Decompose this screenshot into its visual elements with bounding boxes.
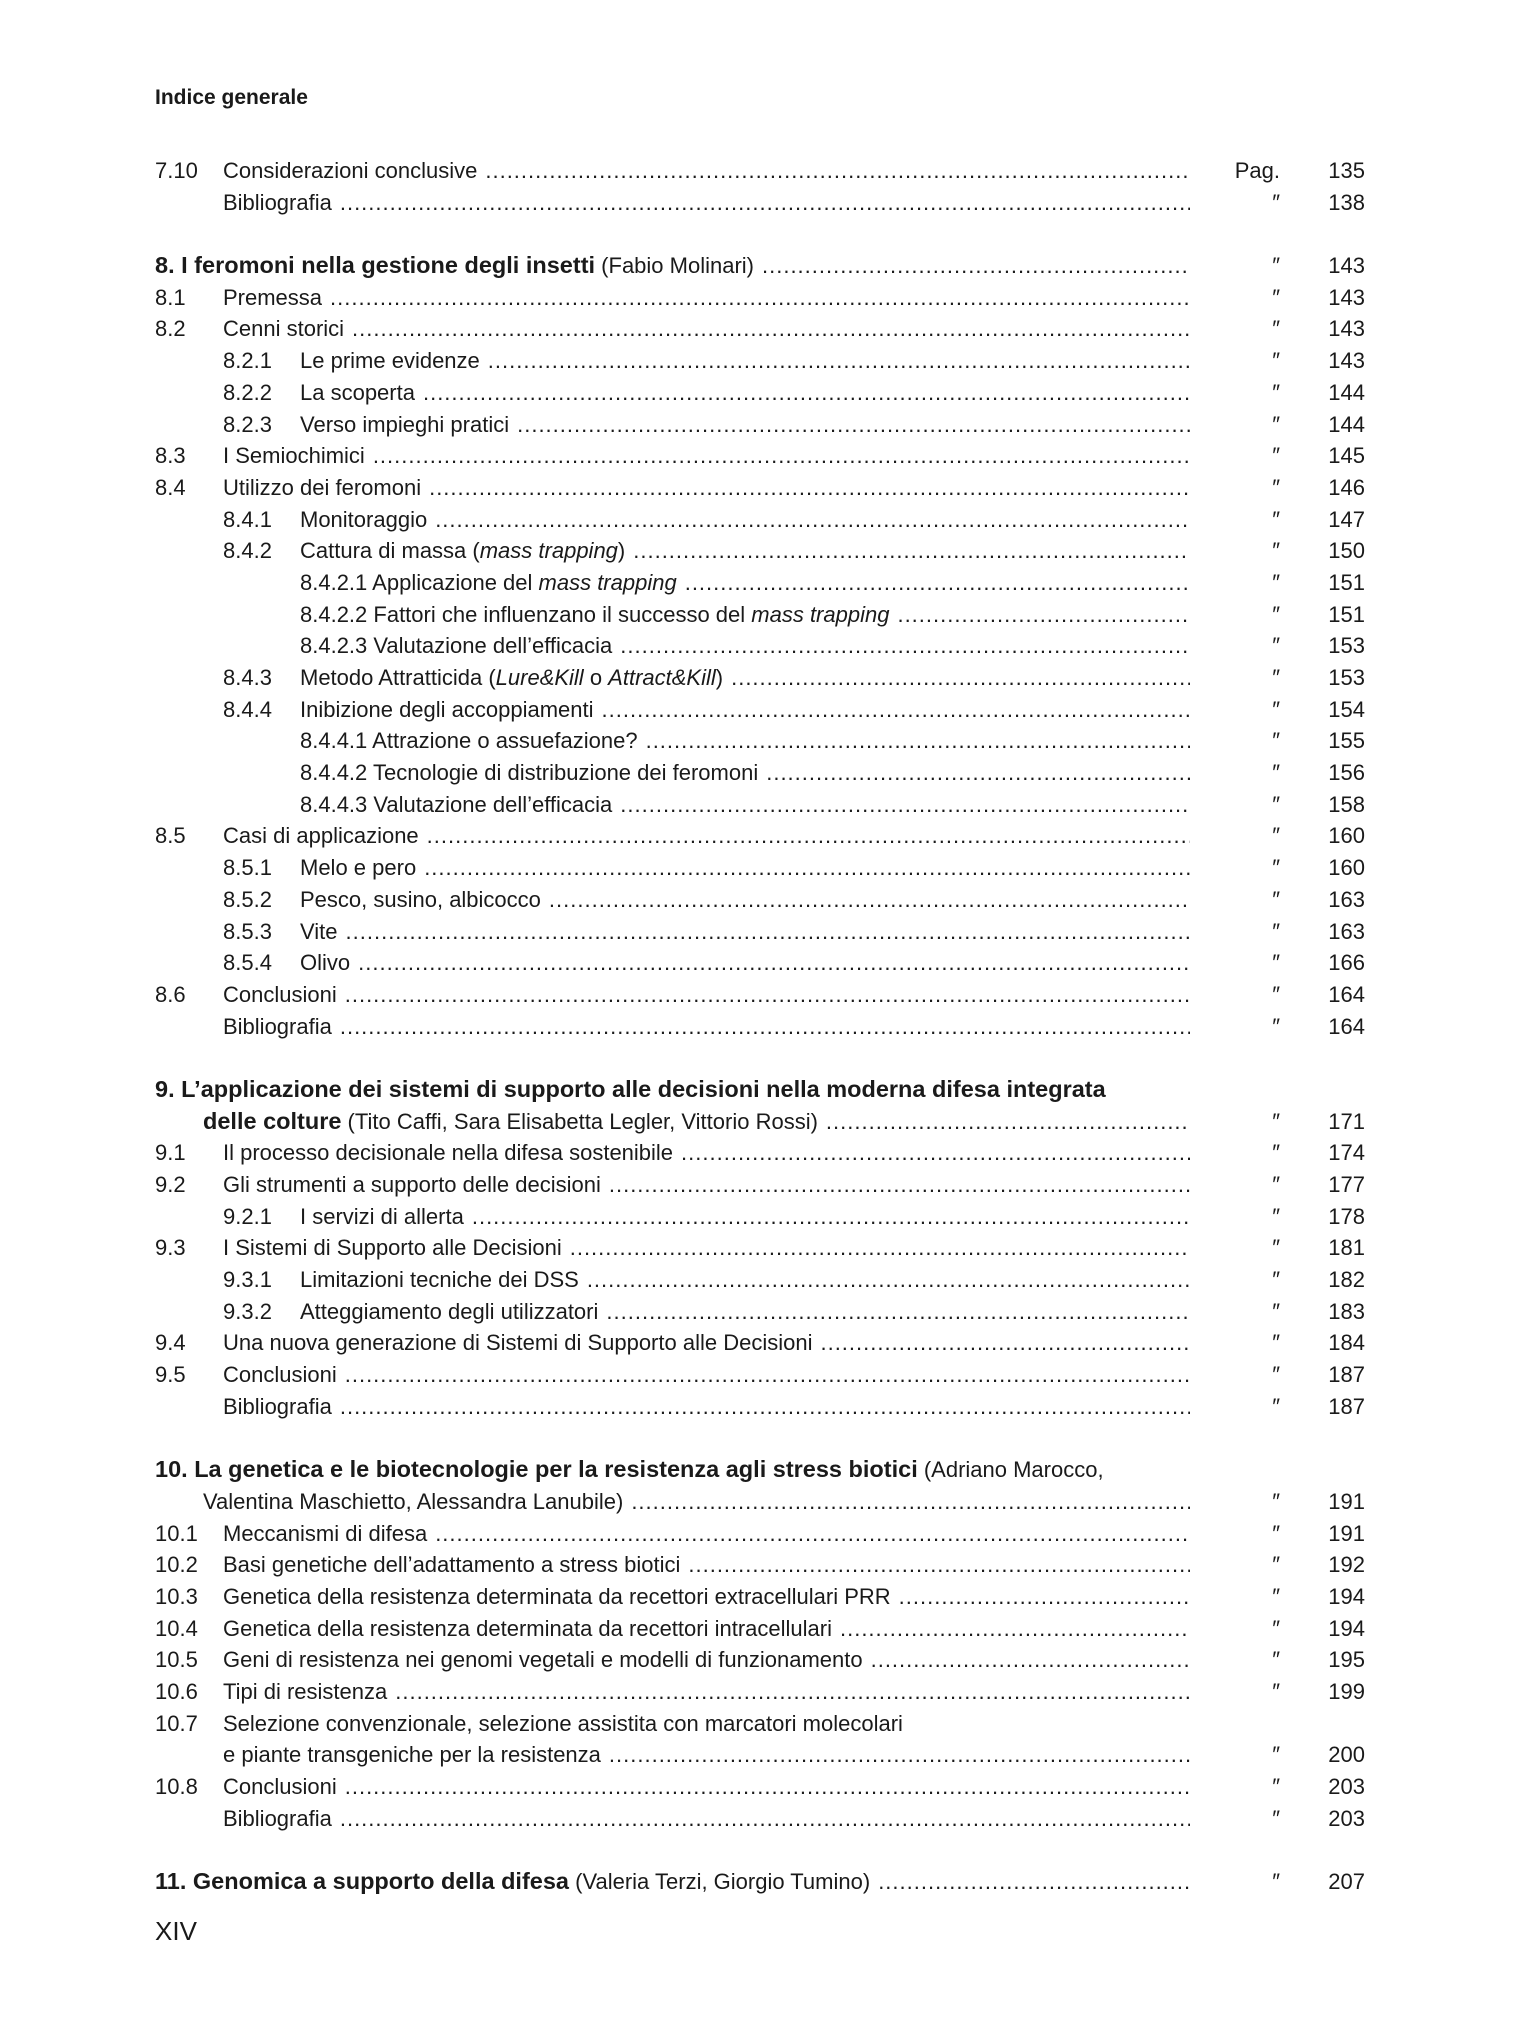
page-prefix: ″	[1272, 1774, 1280, 1800]
toc-entry-number: 8.2.2	[223, 379, 272, 405]
toc-entry-title: Le prime evidenze	[300, 348, 480, 374]
toc-entry-number: 8.5.3	[223, 918, 272, 944]
page-prefix: Pag.	[1234, 158, 1280, 183]
dot-leader	[840, 1613, 1190, 1645]
toc-entry-title: Vite	[300, 918, 338, 944]
toc-entry-number: 8.6	[155, 981, 186, 1007]
toc-entry-number: 8.2.3	[223, 411, 272, 437]
toc-entry	[155, 852, 1365, 884]
chapter-title: 9. L’applicazione dei sistemi di supporto alle decisioni nella moderna difesa integrata	[155, 1075, 1106, 1102]
page-prefix: ″	[1272, 1552, 1280, 1578]
toc-entry-page: 171	[1328, 1108, 1365, 1134]
toc-entry-page: 191	[1328, 1488, 1365, 1514]
toc-entry-page: 164	[1328, 981, 1365, 1007]
toc-entry-title: I servizi di allerta	[300, 1203, 464, 1229]
page-prefix: ″	[1272, 886, 1280, 912]
toc-entry	[155, 1486, 1365, 1518]
toc-entry-page: 174	[1328, 1140, 1365, 1166]
toc-entry-number: 9.3	[155, 1235, 186, 1261]
toc-entry-number: 8.4.1	[223, 506, 272, 532]
page-prefix: ″	[1272, 1869, 1280, 1895]
page-prefix: ″	[1272, 823, 1280, 849]
toc-entry	[155, 1549, 1365, 1581]
dot-leader	[762, 250, 1190, 282]
toc-entry	[155, 662, 1365, 694]
toc-entry	[155, 884, 1365, 916]
page-prefix: ″	[1272, 918, 1280, 944]
page-prefix: ″	[1272, 1172, 1280, 1197]
toc-entry-title: I Semiochimici	[223, 443, 365, 469]
dot-leader	[345, 1359, 1190, 1391]
page-prefix: ″	[1272, 601, 1280, 627]
toc-entry-title: Considerazioni conclusive	[223, 158, 478, 183]
toc-entry-number: 8.5	[155, 823, 186, 849]
dot-leader	[345, 979, 1190, 1011]
toc-entry-page: 163	[1328, 886, 1365, 912]
page-prefix: ″	[1272, 538, 1280, 564]
toc-entry	[155, 440, 1365, 472]
page-prefix: ″	[1272, 348, 1280, 374]
toc-entry-title: 8. I feromoni nella gestione degli insetti (Fabio Molinari)	[155, 252, 754, 279]
toc-entry	[155, 979, 1365, 1011]
toc-entry	[155, 1201, 1365, 1233]
toc-entry-title	[155, 1074, 1106, 1106]
dot-leader	[485, 155, 1190, 187]
toc-entry	[155, 1137, 1365, 1169]
toc-entry	[155, 947, 1365, 979]
toc-entry-title: Utilizzo dei feromoni	[223, 474, 422, 500]
toc-entry-title: Bibliografia	[223, 1013, 332, 1039]
toc-entry-page: 144	[1328, 379, 1365, 405]
toc-entry-title: Genetica della resistenza determinata da recettori extracellulari PRR	[223, 1583, 891, 1609]
toc-entry-page: 166	[1328, 950, 1365, 976]
page-prefix: ″	[1272, 728, 1280, 754]
dot-leader	[358, 947, 1190, 979]
page-prefix: ″	[1272, 1108, 1280, 1134]
toc-entry-page: 155	[1328, 728, 1365, 754]
toc-entry	[155, 757, 1365, 789]
page-prefix: ″	[1272, 1679, 1280, 1704]
dot-leader	[330, 282, 1190, 314]
toc-entry-title: Limitazioni tecniche dei DSS	[300, 1267, 579, 1293]
page-prefix: ″	[1272, 1235, 1280, 1261]
toc-entry	[155, 1518, 1365, 1550]
page-number-footer: XIV	[155, 1916, 197, 1946]
toc-entry-number: 10.1	[155, 1520, 198, 1546]
toc-entry-title: Tipi di resistenza	[223, 1679, 388, 1704]
toc-entry-page: 203	[1328, 1805, 1365, 1831]
toc-entry-number: 10.8	[155, 1774, 198, 1800]
toc-entry-page: 143	[1328, 348, 1365, 374]
toc-entry-number: 10.4	[155, 1615, 198, 1641]
dot-leader	[345, 1771, 1190, 1803]
toc-entry-title: Inibizione degli accoppiamenti	[300, 696, 594, 722]
page-prefix: ″	[1272, 1298, 1280, 1324]
dot-leader	[423, 377, 1190, 409]
toc-entry-page: 191	[1328, 1520, 1365, 1546]
dot-leader	[340, 1391, 1190, 1423]
toc-entry	[155, 725, 1365, 757]
toc-entry-page: 147	[1328, 506, 1365, 532]
toc-entry	[155, 1581, 1365, 1613]
toc-entry-title: Olivo	[300, 950, 351, 976]
page-prefix: ″	[1272, 950, 1280, 976]
dot-leader	[435, 1518, 1190, 1550]
toc-entry-number: 8.2.1	[223, 348, 272, 374]
toc-entry-number: 10.2	[155, 1552, 198, 1578]
toc-entry	[155, 1739, 1365, 1771]
toc-entry-page: 143	[1328, 316, 1365, 342]
toc-entry	[155, 282, 1365, 314]
toc-entry	[155, 535, 1365, 567]
running-header: Indice generale	[155, 86, 308, 109]
chapter-title: delle colture	[203, 1107, 342, 1134]
chapter-title: 10. La genetica e le biotecnologie per la resistenza agli stress biotici	[155, 1456, 918, 1483]
toc-entry	[155, 1803, 1365, 1835]
dot-leader	[340, 1011, 1190, 1043]
toc-entry-page: 183	[1328, 1298, 1365, 1324]
toc-entry	[155, 377, 1365, 409]
toc-entry	[155, 472, 1365, 504]
toc-entry-title: e piante transgeniche per la resistenza	[223, 1742, 601, 1768]
toc-entry	[155, 1169, 1365, 1201]
page-prefix: ″	[1272, 760, 1280, 786]
toc-entry-number: 7.10	[155, 158, 198, 183]
page-prefix: ″	[1272, 506, 1280, 532]
page-prefix: ″	[1272, 1362, 1280, 1388]
toc-entry-page: 177	[1328, 1172, 1365, 1197]
page-prefix: ″	[1272, 665, 1280, 690]
toc-entry	[155, 1264, 1365, 1296]
page-prefix: ″	[1272, 1805, 1280, 1831]
toc-entry-page: 150	[1328, 538, 1365, 564]
dot-leader	[373, 440, 1190, 472]
page-prefix: ″	[1272, 1393, 1280, 1419]
page-prefix: ″	[1272, 1488, 1280, 1514]
toc-entry-page: 145	[1328, 443, 1365, 469]
toc-entry-number: 8.4	[155, 474, 186, 500]
toc-entry-page: 187	[1328, 1393, 1365, 1419]
dot-leader	[826, 1106, 1190, 1138]
toc-entry	[155, 599, 1365, 631]
toc-entry	[155, 1296, 1365, 1328]
dot-leader	[488, 345, 1190, 377]
toc-entry	[155, 1771, 1365, 1803]
toc-entry-title: 8.4.4.1 Attrazione o assuefazione?	[300, 728, 638, 754]
toc-entry-title: Metodo Attratticida (Lure&Kill o Attract&Kill)	[300, 665, 724, 690]
toc-entry	[155, 1106, 1365, 1138]
toc-entry-title: Valentina Maschietto, Alessandra Lanubile)	[203, 1488, 624, 1514]
toc-entry-number: 10.7	[155, 1710, 198, 1736]
dot-leader	[688, 1549, 1190, 1581]
page-prefix: ″	[1272, 981, 1280, 1007]
toc-entry	[155, 504, 1365, 536]
dot-leader	[517, 409, 1190, 441]
page-prefix: ″	[1272, 474, 1280, 500]
dot-leader	[631, 1486, 1190, 1518]
page-prefix: ″	[1272, 1330, 1280, 1356]
toc-entry-number: 9.5	[155, 1362, 186, 1388]
toc-entry-page: 153	[1328, 633, 1365, 659]
toc-entry-page: 160	[1328, 855, 1365, 881]
toc-entry-title: Monitoraggio	[300, 506, 428, 532]
dot-leader	[395, 1676, 1190, 1708]
dot-leader	[609, 1169, 1190, 1201]
toc-entry-page: 160	[1328, 823, 1365, 849]
toc-entry-page: 151	[1328, 569, 1365, 595]
toc-entry-title: Conclusioni	[223, 1774, 337, 1800]
dot-leader	[633, 535, 1190, 567]
toc-entry-title: 8.4.2.2 Fattori che influenzano il successo del mass trapping	[300, 601, 890, 627]
dot-leader	[899, 1581, 1190, 1613]
page-prefix: ″	[1272, 791, 1280, 817]
toc-entry-number: 10.5	[155, 1647, 198, 1673]
dot-leader	[620, 630, 1190, 662]
dot-leader	[352, 313, 1190, 345]
toc-entry-title: Bibliografia	[223, 1805, 332, 1831]
toc-entry-number: 8.5.4	[223, 950, 272, 976]
toc-entry-title: I Sistemi di Supporto alle Decisioni	[223, 1235, 562, 1261]
toc-entry	[155, 820, 1365, 852]
dot-leader	[871, 1644, 1190, 1676]
dot-leader	[602, 694, 1190, 726]
toc-entry-number: 9.2.1	[223, 1203, 272, 1229]
page-prefix: ″	[1272, 1520, 1280, 1546]
toc-entry-number: 9.1	[155, 1140, 186, 1166]
toc-entry	[155, 630, 1365, 662]
dot-leader	[472, 1201, 1190, 1233]
toc-entry	[155, 1676, 1365, 1708]
toc-entry	[155, 345, 1365, 377]
toc-entry-number: 8.5.1	[223, 855, 272, 881]
toc-entry-page: 194	[1328, 1615, 1365, 1641]
page-prefix: ″	[1272, 253, 1280, 279]
toc-entry-title: Selezione convenzionale, selezione assistita con marcatori molecolari	[223, 1710, 903, 1736]
toc-entry-number: 8.4.3	[223, 665, 272, 690]
page-prefix: ″	[1272, 411, 1280, 437]
dot-leader	[685, 567, 1190, 599]
page-prefix: ″	[1272, 855, 1280, 881]
chapter-title: 11. Genomica a supporto della difesa	[155, 1868, 569, 1895]
toc-entry-title: Casi di applicazione	[223, 823, 419, 849]
page-prefix: ″	[1272, 1013, 1280, 1039]
dot-leader	[897, 599, 1190, 631]
toc-entry	[155, 916, 1365, 948]
toc-entry	[155, 187, 1365, 219]
dot-leader	[609, 1739, 1190, 1771]
toc-entry-page: 135	[1328, 158, 1365, 183]
toc-entry-title: Basi genetiche dell’adattamento a stress biotici	[223, 1552, 681, 1578]
toc-entry-number: 10.3	[155, 1583, 198, 1609]
toc-entry-title: Verso impieghi pratici	[300, 411, 510, 437]
toc-entry-page: 187	[1328, 1362, 1365, 1388]
dot-leader	[340, 1803, 1190, 1835]
toc-entry-page: 138	[1328, 189, 1365, 215]
toc-entry-page: 144	[1328, 411, 1365, 437]
toc-entry-number: 9.4	[155, 1330, 186, 1356]
toc-entry-page: 156	[1328, 760, 1365, 786]
page-prefix: ″	[1272, 1615, 1280, 1641]
toc-entry-title: 8.4.2.1 Applicazione del mass trapping	[300, 569, 677, 595]
toc-entry	[155, 1708, 1365, 1740]
toc-entry-title: Gli strumenti a supporto delle decisioni	[223, 1172, 601, 1197]
toc-entry-page: 181	[1328, 1235, 1365, 1261]
toc-entry-page: 143	[1328, 284, 1365, 310]
toc-entry-title: 8.4.2.3 Valutazione dell’efficacia	[300, 633, 613, 659]
dot-leader	[620, 789, 1190, 821]
toc-entry-title: Meccanismi di difesa	[223, 1520, 428, 1546]
toc-entry-page: 200	[1328, 1742, 1365, 1768]
toc-entry-page: 151	[1328, 601, 1365, 627]
toc-entry-title: Bibliografia	[223, 189, 332, 215]
toc-entry-title: Conclusioni	[223, 981, 337, 1007]
toc-entry-title: Conclusioni	[223, 1362, 337, 1388]
toc-entry-page: 153	[1328, 665, 1365, 690]
toc-entry-title: Cattura di massa (mass trapping)	[300, 538, 626, 564]
page-prefix: ″	[1272, 1140, 1280, 1166]
toc-entry-title: Cenni storici	[223, 316, 345, 342]
toc-entry-number: 8.1	[155, 284, 186, 310]
toc-entry-number: 8.5.2	[223, 886, 272, 912]
toc-entry	[155, 1232, 1365, 1264]
dot-leader	[681, 1137, 1190, 1169]
toc-entry-page: 178	[1328, 1203, 1365, 1229]
dot-leader	[427, 820, 1190, 852]
toc-entry-title: Il processo decisionale nella difesa sostenibile	[223, 1140, 674, 1166]
page-prefix: ″	[1272, 1203, 1280, 1229]
toc-entry-title: 11. Genomica a supporto della difesa (Valeria Terzi, Giorgio Tumino)	[155, 1868, 871, 1895]
dot-leader	[346, 916, 1190, 948]
page-prefix: ″	[1272, 1583, 1280, 1609]
toc-entry-number: 8.4.2	[223, 538, 272, 564]
toc-entry-number: 9.3.1	[223, 1267, 272, 1293]
toc-entry-title: Bibliografia	[223, 1393, 332, 1419]
toc-entry-number: 8.3	[155, 443, 186, 469]
toc-entry	[155, 1644, 1365, 1676]
toc-entry-page: 154	[1328, 696, 1365, 722]
dot-leader	[570, 1232, 1190, 1264]
toc-entry-title: Melo e pero	[300, 855, 417, 881]
page-prefix: ″	[1272, 189, 1280, 215]
toc-entry	[155, 694, 1365, 726]
toc-entry-page: 195	[1328, 1647, 1365, 1673]
dot-leader	[766, 757, 1190, 789]
table-of-contents	[155, 155, 1365, 1898]
dot-leader	[731, 662, 1190, 694]
toc-entry-title: 8.4.4.2 Tecnologie di distribuzione dei feromoni	[300, 760, 759, 786]
page-prefix: ″	[1272, 443, 1280, 469]
dot-leader	[549, 884, 1190, 916]
toc-entry	[155, 409, 1365, 441]
toc-entry-title: Premessa	[223, 284, 323, 310]
page-prefix: ″	[1272, 1267, 1280, 1293]
toc-entry-page: 194	[1328, 1583, 1365, 1609]
toc-entry-title: Una nuova generazione di Sistemi di Supporto alle Decisioni	[223, 1330, 813, 1356]
page-prefix: ″	[1272, 1742, 1280, 1768]
toc-entry-title: delle colture (Tito Caffi, Sara Elisabetta Legler, Vittorio Rossi)	[203, 1107, 818, 1134]
toc-entry	[155, 1391, 1365, 1423]
toc-entry	[155, 789, 1365, 821]
toc-entry	[155, 1327, 1365, 1359]
toc-entry	[155, 250, 1365, 282]
dot-leader	[878, 1866, 1190, 1898]
toc-entry-page: 164	[1328, 1013, 1365, 1039]
toc-entry-title: Geni di resistenza nei genomi vegetali e modelli di funzionamento	[223, 1647, 863, 1673]
dot-leader	[340, 187, 1190, 219]
toc-entry	[155, 567, 1365, 599]
toc-entry-title: 10. La genetica e le biotecnologie per la resistenza agli stress biotici (Adriano Marocco,	[155, 1456, 1104, 1483]
toc-entry	[155, 155, 1365, 187]
toc-entry-number: 8.2	[155, 316, 186, 342]
toc-entry	[155, 1359, 1365, 1391]
toc-entry-number: 9.3.2	[223, 1298, 272, 1324]
toc-entry-page: 163	[1328, 918, 1365, 944]
toc-entry-title: Pesco, susino, albicocco	[300, 886, 541, 912]
toc-entry-page: 192	[1328, 1552, 1365, 1578]
toc-entry	[155, 1011, 1365, 1043]
dot-leader	[587, 1264, 1190, 1296]
toc-entry-number: 8.4.4	[223, 696, 272, 722]
toc-entry-title: Genetica della resistenza determinata da recettori intracellulari	[223, 1615, 832, 1641]
toc-entry-page: 199	[1328, 1679, 1365, 1704]
toc-entry	[155, 1074, 1365, 1106]
dot-leader	[646, 725, 1190, 757]
chapter-title: 8. I feromoni nella gestione degli insetti	[155, 252, 596, 279]
page-prefix: ″	[1272, 696, 1280, 722]
toc-entry-page: 184	[1328, 1330, 1365, 1356]
page-prefix: ″	[1272, 1647, 1280, 1673]
toc-entry-number: 10.6	[155, 1679, 198, 1704]
toc-entry-page: 203	[1328, 1774, 1365, 1800]
toc-entry-title: La scoperta	[300, 379, 415, 405]
toc-entry-title: 8.4.4.3 Valutazione dell’efficacia	[300, 791, 613, 817]
page-prefix: ″	[1272, 316, 1280, 342]
dot-leader	[435, 504, 1190, 536]
page-prefix: ″	[1272, 284, 1280, 310]
toc-entry-page: 207	[1328, 1869, 1365, 1895]
toc-entry	[155, 1454, 1365, 1486]
dot-leader	[429, 472, 1190, 504]
toc-entry-number: 9.2	[155, 1172, 186, 1197]
dot-leader	[424, 852, 1190, 884]
toc-entry-page: 158	[1328, 791, 1365, 817]
toc-entry	[155, 1866, 1365, 1898]
dot-leader	[820, 1327, 1190, 1359]
toc-entry	[155, 1613, 1365, 1645]
dot-leader	[606, 1296, 1190, 1328]
toc-entry-title: Atteggiamento degli utilizzatori	[300, 1298, 599, 1324]
page-prefix: ″	[1272, 569, 1280, 595]
page-prefix: ″	[1272, 379, 1280, 405]
toc-entry-page: 146	[1328, 474, 1365, 500]
toc-entry	[155, 313, 1365, 345]
toc-entry-page: 182	[1328, 1267, 1365, 1293]
page-prefix: ″	[1272, 633, 1280, 659]
toc-entry-page: 143	[1328, 253, 1365, 279]
